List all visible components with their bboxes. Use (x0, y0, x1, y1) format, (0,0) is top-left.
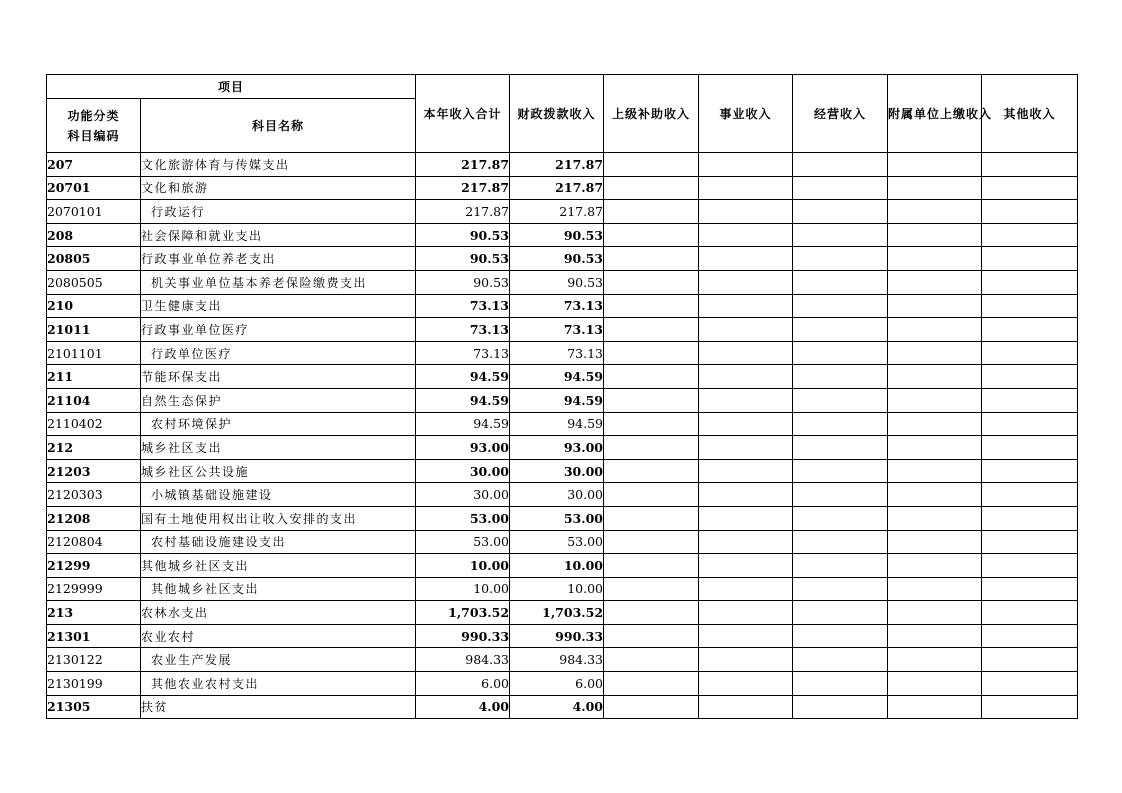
other-income-cell (982, 554, 1078, 578)
business-income-cell (699, 695, 793, 719)
fiscal-income-cell: 53.00 (510, 506, 604, 530)
operating-income-cell (793, 554, 888, 578)
table-row (47, 153, 1078, 177)
superior-subsidy-cell (604, 341, 699, 365)
business-income-cell (699, 459, 793, 483)
business-income-cell (699, 153, 793, 177)
total-income-cell: 94.59 (416, 412, 510, 436)
operating-income-cell (793, 483, 888, 507)
total-income-cell: 53.00 (416, 530, 510, 554)
affiliated-income-cell (888, 506, 982, 530)
operating-income-cell (793, 412, 888, 436)
total-income-cell: 217.87 (416, 176, 510, 200)
business-income-cell (699, 554, 793, 578)
subject-name-cell: 农林水支出 (141, 601, 416, 625)
subject-name-cell: 其他城乡社区支出 (141, 577, 416, 601)
superior-subsidy-cell (604, 247, 699, 271)
business-income-cell (699, 223, 793, 247)
table-row (47, 672, 1078, 696)
fiscal-income-cell: 4.00 (510, 695, 604, 719)
other-income-cell (982, 459, 1078, 483)
total-income-cell: 984.33 (416, 648, 510, 672)
col-other-income: 其他收入 (982, 75, 1078, 153)
affiliated-income-cell (888, 601, 982, 625)
col-business-income: 事业收入 (699, 75, 793, 153)
other-income-cell (982, 176, 1078, 200)
business-income-cell (699, 341, 793, 365)
table-row (47, 294, 1078, 318)
fiscal-income-cell: 6.00 (510, 672, 604, 696)
operating-income-cell (793, 153, 888, 177)
superior-subsidy-cell (604, 388, 699, 412)
project-header: 项目 (47, 75, 416, 99)
table-row (47, 388, 1078, 412)
operating-income-cell (793, 176, 888, 200)
superior-subsidy-cell (604, 648, 699, 672)
other-income-cell (982, 294, 1078, 318)
other-income-cell (982, 388, 1078, 412)
business-income-cell (699, 270, 793, 294)
func-code-cell: 2129999 (47, 577, 141, 601)
func-code-cell: 21208 (47, 506, 141, 530)
fiscal-income-cell: 94.59 (510, 412, 604, 436)
affiliated-income-cell (888, 695, 982, 719)
superior-subsidy-cell (604, 577, 699, 601)
subject-name-cell: 机关事业单位基本养老保险缴费支出 (141, 270, 416, 294)
fiscal-income-cell: 990.33 (510, 624, 604, 648)
affiliated-income-cell (888, 436, 982, 460)
table-row (47, 247, 1078, 271)
fiscal-income-cell: 217.87 (510, 176, 604, 200)
other-income-cell (982, 153, 1078, 177)
subject-name-cell: 农村环境保护 (141, 412, 416, 436)
func-code-cell: 2120303 (47, 483, 141, 507)
table-body (47, 153, 1078, 719)
fiscal-income-cell: 73.13 (510, 341, 604, 365)
superior-subsidy-cell (604, 153, 699, 177)
subject-name-cell: 文化旅游体育与传媒支出 (141, 153, 416, 177)
fiscal-income-cell: 94.59 (510, 365, 604, 389)
fiscal-income-cell: 73.13 (510, 294, 604, 318)
superior-subsidy-cell (604, 624, 699, 648)
func-code-cell: 2130122 (47, 648, 141, 672)
operating-income-cell (793, 388, 888, 412)
affiliated-income-cell (888, 200, 982, 224)
func-code-cell: 2101101 (47, 341, 141, 365)
table-row (47, 200, 1078, 224)
superior-subsidy-cell (604, 270, 699, 294)
operating-income-cell (793, 318, 888, 342)
table-row (47, 318, 1078, 342)
business-income-cell (699, 412, 793, 436)
total-income-cell: 217.87 (416, 153, 510, 177)
operating-income-cell (793, 247, 888, 271)
other-income-cell (982, 436, 1078, 460)
operating-income-cell (793, 506, 888, 530)
subject-name-cell: 社会保障和就业支出 (141, 223, 416, 247)
total-income-cell: 30.00 (416, 459, 510, 483)
func-code-cell: 21299 (47, 554, 141, 578)
subject-name-cell: 卫生健康支出 (141, 294, 416, 318)
budget-income-table (46, 74, 1078, 719)
other-income-cell (982, 506, 1078, 530)
other-income-cell (982, 672, 1078, 696)
total-income-cell: 93.00 (416, 436, 510, 460)
func-code-line2: 科目编码 (67, 128, 120, 143)
func-code-cell: 21305 (47, 695, 141, 719)
total-income-cell: 1,703.52 (416, 601, 510, 625)
subject-name-cell: 自然生态保护 (141, 388, 416, 412)
table-row (47, 530, 1078, 554)
superior-subsidy-cell (604, 530, 699, 554)
superior-subsidy-cell (604, 506, 699, 530)
business-income-cell (699, 176, 793, 200)
func-code-cell: 21104 (47, 388, 141, 412)
table-row (47, 459, 1078, 483)
func-code-cell: 2120804 (47, 530, 141, 554)
operating-income-cell (793, 341, 888, 365)
operating-income-cell (793, 365, 888, 389)
subject-name-cell: 扶贫 (141, 695, 416, 719)
subject-name-cell: 行政事业单位医疗 (141, 318, 416, 342)
business-income-cell (699, 483, 793, 507)
fiscal-income-cell: 217.87 (510, 153, 604, 177)
operating-income-cell (793, 648, 888, 672)
affiliated-income-cell (888, 176, 982, 200)
operating-income-cell (793, 601, 888, 625)
subject-name-cell: 其他城乡社区支出 (141, 554, 416, 578)
table-row (47, 506, 1078, 530)
business-income-cell (699, 672, 793, 696)
operating-income-cell (793, 200, 888, 224)
affiliated-income-cell (888, 648, 982, 672)
fiscal-income-cell: 90.53 (510, 270, 604, 294)
other-income-cell (982, 577, 1078, 601)
business-income-cell (699, 577, 793, 601)
other-income-cell (982, 624, 1078, 648)
func-code-cell: 208 (47, 223, 141, 247)
business-income-cell (699, 506, 793, 530)
superior-subsidy-cell (604, 365, 699, 389)
subject-name-cell: 城乡社区支出 (141, 436, 416, 460)
fiscal-income-cell: 30.00 (510, 483, 604, 507)
total-income-cell: 73.13 (416, 294, 510, 318)
operating-income-cell (793, 436, 888, 460)
func-code-cell: 212 (47, 436, 141, 460)
table-row (47, 554, 1078, 578)
affiliated-income-cell (888, 672, 982, 696)
fiscal-income-cell: 984.33 (510, 648, 604, 672)
business-income-cell (699, 247, 793, 271)
table-row (47, 270, 1078, 294)
total-income-cell: 990.33 (416, 624, 510, 648)
func-code-cell: 2110402 (47, 412, 141, 436)
func-code-header (47, 99, 141, 153)
func-code-cell: 20805 (47, 247, 141, 271)
operating-income-cell (793, 294, 888, 318)
superior-subsidy-cell (604, 436, 699, 460)
table-row (47, 436, 1078, 460)
func-code-cell: 213 (47, 601, 141, 625)
subject-name-cell: 农业农村 (141, 624, 416, 648)
fiscal-income-cell: 10.00 (510, 554, 604, 578)
total-income-cell: 4.00 (416, 695, 510, 719)
operating-income-cell (793, 577, 888, 601)
business-income-cell (699, 601, 793, 625)
affiliated-income-cell (888, 577, 982, 601)
func-code-cell: 2070101 (47, 200, 141, 224)
fiscal-income-cell: 10.00 (510, 577, 604, 601)
total-income-cell: 6.00 (416, 672, 510, 696)
total-income-cell: 90.53 (416, 270, 510, 294)
func-code-cell: 21203 (47, 459, 141, 483)
affiliated-income-cell (888, 388, 982, 412)
affiliated-income-cell (888, 318, 982, 342)
superior-subsidy-cell (604, 459, 699, 483)
func-code-cell: 207 (47, 153, 141, 177)
affiliated-income-cell (888, 459, 982, 483)
fiscal-income-cell: 73.13 (510, 318, 604, 342)
operating-income-cell (793, 270, 888, 294)
fiscal-income-cell: 217.87 (510, 200, 604, 224)
total-income-cell: 90.53 (416, 247, 510, 271)
superior-subsidy-cell (604, 483, 699, 507)
fiscal-income-cell: 93.00 (510, 436, 604, 460)
subject-name-cell: 小城镇基础设施建设 (141, 483, 416, 507)
table-row (47, 412, 1078, 436)
superior-subsidy-cell (604, 294, 699, 318)
subject-name-cell: 农村基础设施建设支出 (141, 530, 416, 554)
operating-income-cell (793, 695, 888, 719)
other-income-cell (982, 223, 1078, 247)
other-income-cell (982, 270, 1078, 294)
other-income-cell (982, 483, 1078, 507)
table-row (47, 341, 1078, 365)
total-income-cell: 94.59 (416, 388, 510, 412)
total-income-cell: 30.00 (416, 483, 510, 507)
fiscal-income-cell: 53.00 (510, 530, 604, 554)
fiscal-income-cell: 30.00 (510, 459, 604, 483)
other-income-cell (982, 365, 1078, 389)
affiliated-income-cell (888, 530, 982, 554)
fiscal-income-cell: 90.53 (510, 247, 604, 271)
business-income-cell (699, 200, 793, 224)
business-income-cell (699, 624, 793, 648)
business-income-cell (699, 388, 793, 412)
fiscal-income-cell: 94.59 (510, 388, 604, 412)
superior-subsidy-cell (604, 695, 699, 719)
col-affiliated-unit-income: 附属单位上缴收入 (888, 75, 982, 153)
func-code-line1: 功能分类 (67, 108, 120, 123)
superior-subsidy-cell (604, 412, 699, 436)
total-income-cell: 73.13 (416, 318, 510, 342)
other-income-cell (982, 200, 1078, 224)
total-income-cell: 94.59 (416, 365, 510, 389)
business-income-cell (699, 648, 793, 672)
total-income-cell: 90.53 (416, 223, 510, 247)
table-row (47, 365, 1078, 389)
operating-income-cell (793, 624, 888, 648)
superior-subsidy-cell (604, 223, 699, 247)
affiliated-income-cell (888, 483, 982, 507)
table-row (47, 223, 1078, 247)
operating-income-cell (793, 223, 888, 247)
subject-name-cell: 行政运行 (141, 200, 416, 224)
affiliated-income-cell (888, 554, 982, 578)
affiliated-income-cell (888, 223, 982, 247)
business-income-cell (699, 294, 793, 318)
business-income-cell (699, 436, 793, 460)
func-code-cell: 210 (47, 294, 141, 318)
col-fiscal-appropriation: 财政拨款收入 (510, 75, 604, 153)
superior-subsidy-cell (604, 318, 699, 342)
fiscal-income-cell: 1,703.52 (510, 601, 604, 625)
affiliated-income-cell (888, 412, 982, 436)
affiliated-income-cell (888, 341, 982, 365)
subject-name-header: 科目名称 (141, 99, 416, 153)
affiliated-income-cell (888, 365, 982, 389)
other-income-cell (982, 601, 1078, 625)
func-code-cell: 21011 (47, 318, 141, 342)
subject-name-cell: 行政单位医疗 (141, 341, 416, 365)
operating-income-cell (793, 672, 888, 696)
other-income-cell (982, 530, 1078, 554)
other-income-cell (982, 318, 1078, 342)
total-income-cell: 73.13 (416, 341, 510, 365)
col-superior-subsidy: 上级补助收入 (604, 75, 699, 153)
operating-income-cell (793, 459, 888, 483)
table-row (47, 483, 1078, 507)
other-income-cell (982, 648, 1078, 672)
func-code-cell: 20701 (47, 176, 141, 200)
subject-name-cell: 农业生产发展 (141, 648, 416, 672)
superior-subsidy-cell (604, 672, 699, 696)
other-income-cell (982, 695, 1078, 719)
table-row (47, 176, 1078, 200)
total-income-cell: 217.87 (416, 200, 510, 224)
subject-name-cell: 节能环保支出 (141, 365, 416, 389)
business-income-cell (699, 365, 793, 389)
other-income-cell (982, 341, 1078, 365)
affiliated-income-cell (888, 624, 982, 648)
col-total-income: 本年收入合计 (416, 75, 510, 153)
superior-subsidy-cell (604, 601, 699, 625)
table-row (47, 695, 1078, 719)
business-income-cell (699, 530, 793, 554)
func-code-cell: 21301 (47, 624, 141, 648)
total-income-cell: 10.00 (416, 577, 510, 601)
other-income-cell (982, 247, 1078, 271)
other-income-cell (982, 412, 1078, 436)
total-income-cell: 10.00 (416, 554, 510, 578)
business-income-cell (699, 318, 793, 342)
operating-income-cell (793, 530, 888, 554)
func-code-cell: 2080505 (47, 270, 141, 294)
fiscal-income-cell: 90.53 (510, 223, 604, 247)
affiliated-income-cell (888, 270, 982, 294)
table-row (47, 577, 1078, 601)
subject-name-cell: 文化和旅游 (141, 176, 416, 200)
superior-subsidy-cell (604, 554, 699, 578)
affiliated-income-cell (888, 153, 982, 177)
func-code-cell: 211 (47, 365, 141, 389)
func-code-cell: 2130199 (47, 672, 141, 696)
affiliated-income-cell (888, 294, 982, 318)
subject-name-cell: 行政事业单位养老支出 (141, 247, 416, 271)
table-row (47, 624, 1078, 648)
subject-name-cell: 国有土地使用权出让收入安排的支出 (141, 506, 416, 530)
total-income-cell: 53.00 (416, 506, 510, 530)
superior-subsidy-cell (604, 176, 699, 200)
table-row (47, 648, 1078, 672)
affiliated-income-cell (888, 247, 982, 271)
subject-name-cell: 其他农业农村支出 (141, 672, 416, 696)
table-row (47, 601, 1078, 625)
superior-subsidy-cell (604, 200, 699, 224)
subject-name-cell: 城乡社区公共设施 (141, 459, 416, 483)
col-operating-income: 经营收入 (793, 75, 888, 153)
